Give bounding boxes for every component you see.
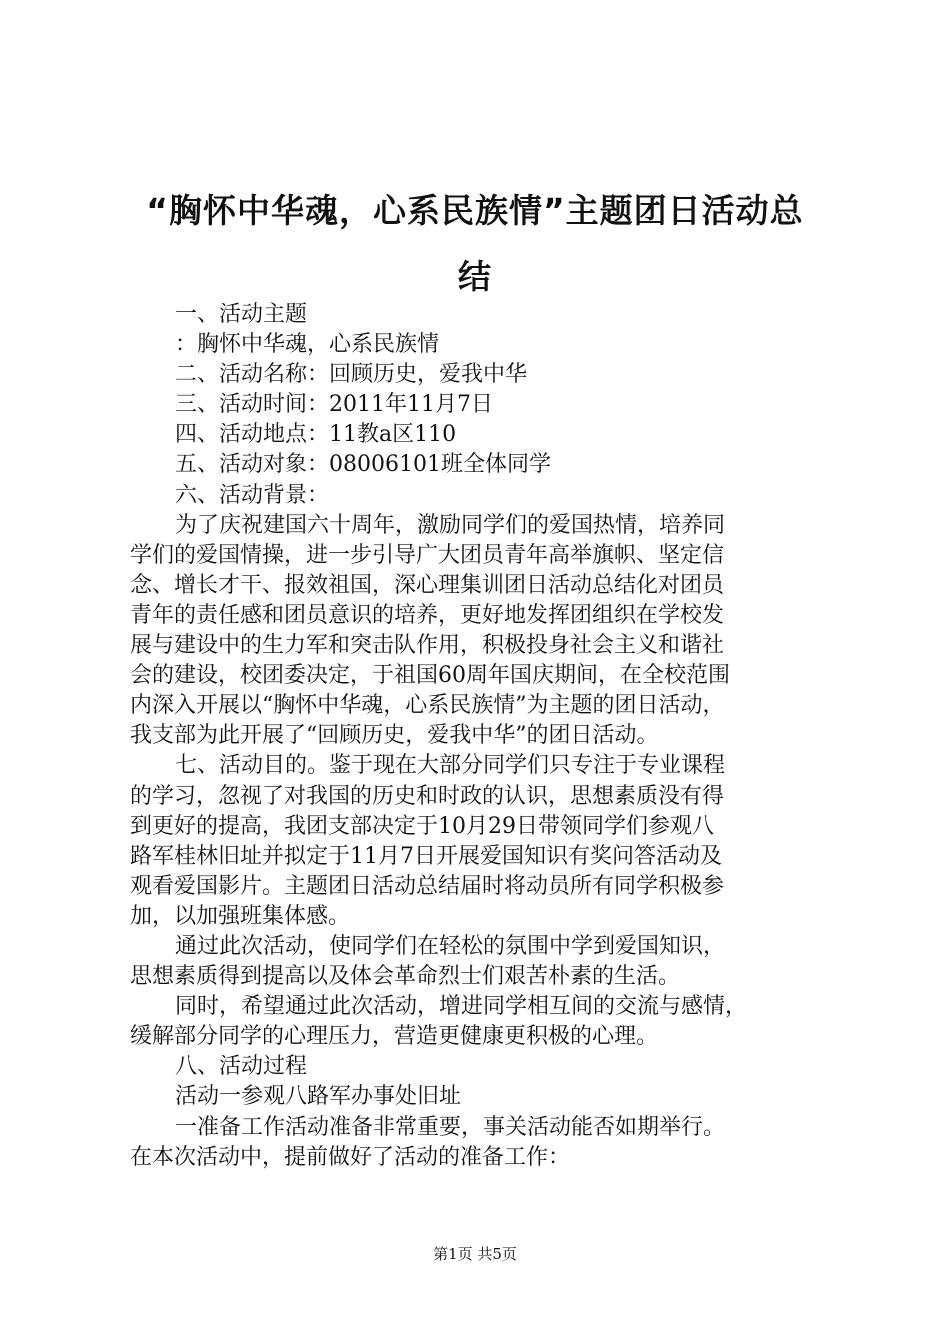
paragraph-line: 一准备工作活动准备非常重要，事关活动能否如期举行。	[175, 1114, 726, 1140]
paragraph-line: 路军桂林旧址并拟定于11月7日开展爱国知识有奖问答活动及	[130, 843, 722, 869]
document-title	[100, 178, 850, 310]
paragraph-line: 到更好的提高，我团支部决定于10月29日带领同学们参观八	[130, 813, 714, 839]
paragraph-line: 为了庆祝建国六十周年，激励同学们的爱国热情，培养同	[175, 512, 726, 538]
paragraph-line: 会的建设，校团委决定，于祖国60周年国庆期间，在全校范围	[130, 663, 730, 689]
paragraph-line: 念、增长才干、报效祖国，深心理集训团日活动总结化对团员	[130, 572, 725, 598]
section-heading: 八、活动过程	[175, 1054, 308, 1080]
paragraph-line: 通过此次活动，使同学们在轻松的氛围中学到爱国知识，	[175, 933, 726, 959]
paragraph-line: 展与建设中的生力军和突击队作用，积极投身社会主义和谐社	[130, 633, 725, 659]
section-heading: 六、活动背景：	[175, 482, 330, 508]
paragraph-line: 我支部为此开展了“回顾历史，爱我中华”的团日活动。	[130, 723, 659, 749]
activity-target: 五、活动对象：08006101班全体同学	[175, 452, 551, 478]
subsection-heading: 活动一参观八路军办事处旧址	[175, 1084, 462, 1110]
paragraph-line: 缓解部分同学的心理压力，营造更健康更积极的心理。	[130, 1024, 659, 1050]
section-heading: 一、活动主题	[175, 302, 308, 327]
paragraph-line: 青年的责任感和团员意识的培养，更好地发挥团组织在学校发	[130, 602, 725, 628]
paragraph-line: 学们的爱国情操，进一步引导广大团员青年高举旗帜、坚定信	[130, 542, 725, 568]
paragraph-line: 的学习，忽视了对我国的历史和时政的认识，思想素质没有得	[130, 783, 725, 809]
document-body	[130, 300, 830, 1173]
title-line-1: “胸怀中华魂，心系民族情”主题团日活动总	[146, 191, 804, 230]
paragraph-line: 内深入开展以“胸怀中华魂，心系民族情”为主题的团日活动，	[130, 693, 725, 719]
paragraph-line: 在本次活动中，提前做好了活动的准备工作：	[130, 1144, 571, 1170]
paragraph-line: 思想素质得到提高以及体会革命烈士们艰苦朴素的生活。	[130, 964, 681, 990]
paragraph-line: 观看爱国影片。主题团日活动总结届时将动员所有同学积极参	[130, 873, 725, 899]
activity-time: 三、活动时间：2011年11月7日	[175, 392, 493, 418]
paragraph-line: 加，以加强班集体感。	[130, 903, 351, 929]
theme-value: ：胸怀中华魂，心系民族情	[175, 332, 440, 358]
page-footer: 第1页 共5页	[433, 1245, 517, 1263]
title-line-2: 结	[458, 257, 492, 296]
activity-location: 四、活动地点：11教a区110	[175, 422, 457, 448]
paragraph-line: 七、活动目的。鉴于现在大部分同学们只专注于专业课程	[175, 753, 726, 779]
paragraph-line: 同时，希望通过此次活动，增进同学相互间的交流与感情，	[175, 994, 748, 1020]
activity-name: 二、活动名称：回顾历史，爱我中华	[175, 362, 528, 388]
